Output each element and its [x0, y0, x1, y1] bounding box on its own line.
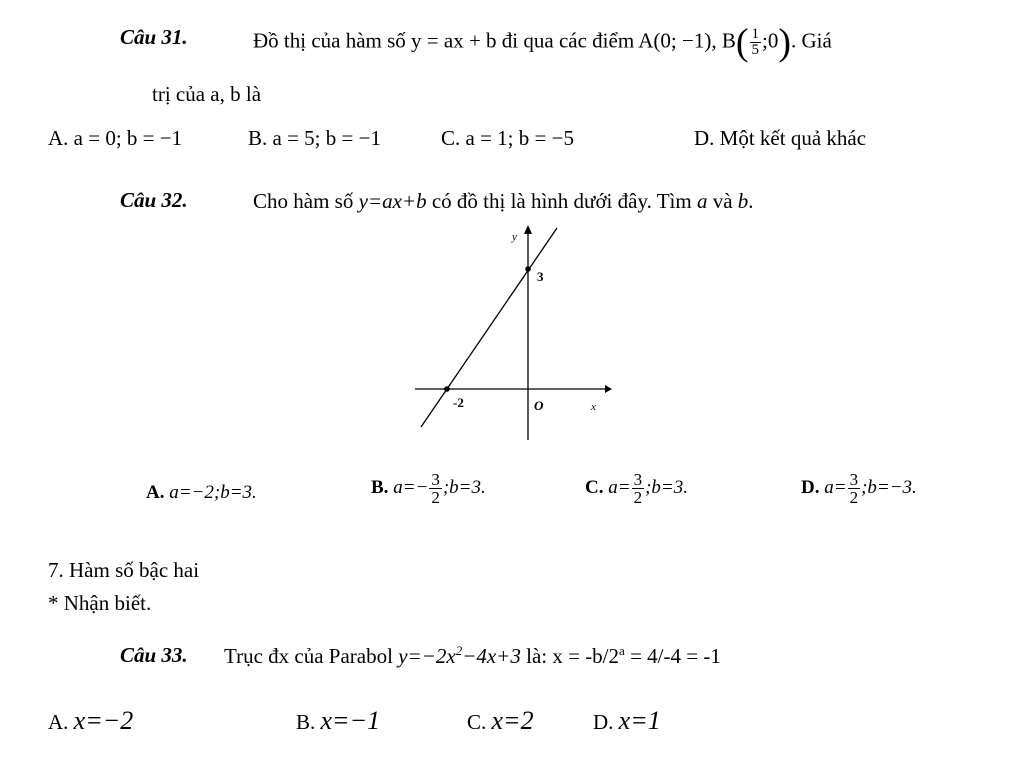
- point-y-intercept: [525, 266, 531, 272]
- point-x-intercept: [444, 386, 450, 392]
- x-intercept-label: -2: [453, 395, 464, 410]
- q33-option-a: [48, 706, 133, 736]
- q33-option-c-expr: x=2: [491, 706, 534, 735]
- q31-label: Câu 31.: [120, 25, 188, 49]
- q33-option-b-letter: B.: [296, 710, 316, 734]
- y-axis-label: y: [512, 231, 517, 243]
- q32-option-b-frac: [429, 471, 442, 506]
- q33-option-d-expr: x=1: [618, 706, 661, 735]
- q32-and: và: [712, 189, 733, 213]
- origin-label: O: [534, 398, 544, 413]
- q31-option-b: B. a = 5; b = −1: [248, 126, 381, 150]
- q32-option-b-letter: B.: [371, 476, 389, 498]
- q32-option-b-num: 3: [431, 470, 440, 489]
- q31-option-a: A. a = 0; b = −1: [48, 126, 183, 150]
- q31-fraction: [750, 27, 762, 58]
- q32-graph: [415, 222, 615, 447]
- q32-option-b-den: 2: [431, 488, 440, 507]
- q32-option-d-pre: a=: [824, 476, 847, 498]
- q32-text: [253, 189, 754, 214]
- q33-text: [224, 643, 721, 669]
- q31-text: [253, 21, 832, 64]
- q31-frac-num: 1: [751, 26, 760, 42]
- q31-text-after: . Giá: [791, 28, 832, 53]
- q32-option-b-pre: a=−: [393, 476, 429, 498]
- q33-option-c-letter: C.: [467, 710, 487, 734]
- q32-option-c: [585, 471, 688, 506]
- q32-option-d-post: ;b=−3.: [861, 476, 917, 498]
- q33-option-a-expr: x=−2: [73, 706, 134, 735]
- y-intercept-label: 3: [537, 269, 544, 284]
- q32-option-d-letter: D.: [801, 476, 820, 498]
- q31-paren-close: ): [778, 21, 792, 64]
- q32-option-c-pre: a=: [608, 476, 631, 498]
- q33-formula: [398, 644, 521, 668]
- q32-option-a: [146, 482, 257, 504]
- x-axis-arrow: [605, 385, 612, 393]
- q33-formula-exp: 2: [455, 643, 463, 658]
- q31-option-c: C. a = 1; b = −5: [441, 126, 574, 150]
- q32-option-a-letter: A.: [146, 482, 165, 503]
- q33-label: Câu 33.: [120, 643, 188, 667]
- q32-text-before: Cho hàm số: [253, 189, 354, 213]
- q33-formula-pre: y=−2x: [398, 644, 456, 668]
- q32-option-b: [371, 471, 486, 506]
- q32-text-mid: có đồ thị là hình dưới đây. Tìm: [431, 189, 692, 213]
- section-subtitle: * Nhận biết.: [48, 591, 152, 615]
- q32-option-d-frac: [848, 471, 861, 506]
- q32-option-c-letter: C.: [585, 476, 604, 498]
- q32-label: Câu 32.: [120, 188, 188, 212]
- q33-option-b-expr: x=−1: [320, 706, 381, 735]
- q32-var-b: b: [737, 189, 749, 213]
- q31-frac-den: 5: [751, 42, 760, 58]
- q33-option-a-letter: A.: [48, 710, 69, 734]
- q33-option-d-letter: D.: [593, 710, 614, 734]
- q31-text-before: Đồ thị của hàm số y = ax + b đi qua các điểm A(0; −1), B: [253, 28, 736, 53]
- q33-option-b: [296, 706, 380, 736]
- q32-option-c-num: 3: [633, 470, 643, 489]
- q33-text-tail: = 4/-4 = -1: [630, 644, 721, 668]
- q33-sup-a: a: [619, 643, 625, 658]
- q32-period: .: [748, 189, 754, 213]
- y-axis-arrow: [524, 225, 532, 234]
- q33-text-after: là: x = -b/2: [526, 644, 620, 668]
- q32-option-c-post: ;b=3.: [645, 476, 688, 498]
- q31-point-b-tail: ;0: [762, 28, 779, 53]
- q32-option-c-den: 2: [633, 488, 643, 507]
- section-title: 7. Hàm số bậc hai: [48, 558, 200, 582]
- q32-formula: y=ax+b: [358, 189, 427, 213]
- q32-option-d-num: 3: [849, 470, 859, 489]
- q33-formula-post: −4x+3: [462, 644, 521, 668]
- q31-line2: trị của a, b là: [152, 82, 262, 106]
- q33-text-before: Trục đx của Parabol: [224, 644, 393, 668]
- q32-option-c-frac: [632, 471, 645, 506]
- q32-option-b-post: ;b=3.: [442, 476, 486, 498]
- x-axis-label: x: [591, 401, 596, 413]
- q31-paren-open: (: [735, 21, 749, 64]
- q31-option-d: D. Một kết quả khác: [694, 126, 867, 150]
- q33-option-d: [593, 706, 661, 736]
- q32-option-d-den: 2: [849, 488, 859, 507]
- q33-option-c: [467, 706, 534, 736]
- q32-option-d: [801, 471, 917, 506]
- q32-var-a: a: [696, 189, 708, 213]
- q32-option-a-expr: a=−2;b=3.: [169, 482, 257, 503]
